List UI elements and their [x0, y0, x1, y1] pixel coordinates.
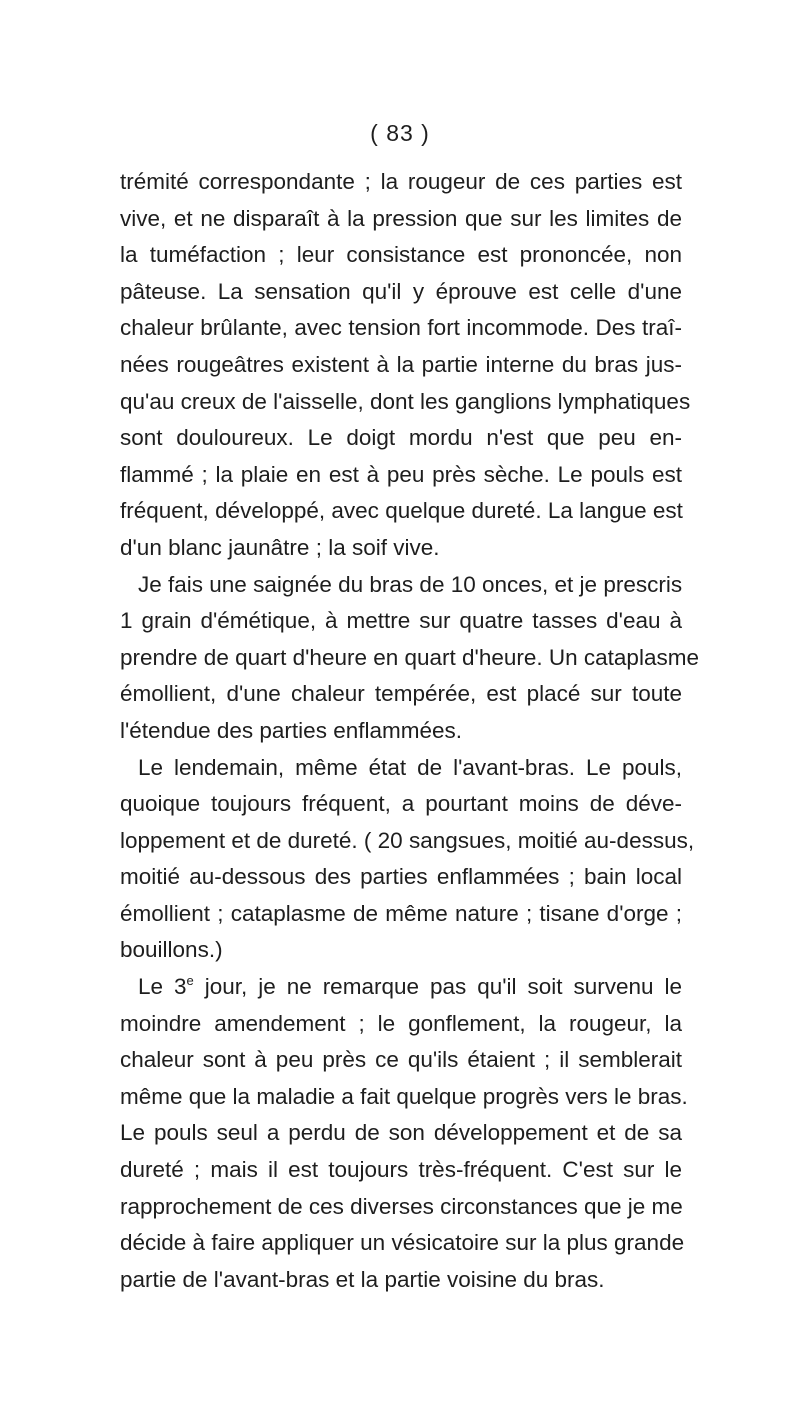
text-line: Le pouls seul a perdu de son développement et de sa	[120, 1120, 682, 1146]
text-fragment: Le 3	[138, 974, 187, 1000]
text-line: partie de l'avant-bras et la partie voisine du bras.	[120, 1266, 605, 1292]
text-line: fréquent, développé, avec quelque dureté. La langue est	[120, 498, 683, 524]
text-line: sont douloureux. Le doigt mordu n'est que peu en-	[120, 425, 682, 451]
text-line: d'un blanc jaunâtre ; la soif vive.	[120, 534, 440, 560]
text-line: la tuméfaction ; leur consistance est prononcée, non	[120, 242, 682, 268]
text-line: trémité correspondante ; la rougeur de ces parties est	[120, 169, 682, 194]
text-fragment: jour, je ne remarque pas qu'il soit survenu le	[193, 974, 682, 1000]
text-line: quoique toujours fréquent, a pourtant moins de déve-	[120, 791, 682, 817]
page-number: ( 83 )	[370, 120, 430, 146]
text-line: émollient ; cataplasme de même nature ; tisane d'orge ;	[120, 900, 682, 926]
text-line: chaleur sont à peu près ce qu'ils étaient ; il semblerait	[120, 1047, 682, 1073]
ordinal-superscript: e	[186, 973, 194, 989]
text-line: Le lendemain, même état de l'avant-bras. Le pouls,	[138, 754, 682, 780]
text-line: même que la maladie a fait quelque progrès vers le bras.	[120, 1083, 688, 1109]
text-line: l'étendue des parties enflammées.	[120, 717, 462, 743]
text-line: moindre amendement ; le gonflement, la rougeur, la	[120, 1010, 682, 1036]
body-text	[120, 164, 699, 1298]
text-line: dureté ; mais il est toujours très-fréquent. C'est sur le	[120, 1157, 682, 1183]
text-line: prendre de quart d'heure en quart d'heure. Un cataplasme	[120, 644, 699, 670]
text-line: qu'au creux de l'aisselle, dont les ganglions lymphatiques	[120, 388, 691, 414]
text-line: moitié au-dessous des parties enflammées ; bain local	[120, 864, 682, 890]
text-line: bouillons.)	[120, 937, 223, 963]
text-line: loppement et de dureté. ( 20 sangsues, moitié au-dessus,	[120, 827, 695, 853]
text-line: 1 grain d'émétique, à mettre sur quatre tasses d'eau à	[120, 608, 682, 634]
text-line: Je fais une saignée du bras de 10 onces, et je prescris	[138, 571, 683, 597]
text-line: décide à faire appliquer un vésicatoire sur la plus grande	[120, 1230, 685, 1256]
text-line: flammé ; la plaie en est à peu près sèche. Le pouls est	[120, 461, 682, 487]
text-line: rapprochement de ces diverses circonstances que je me	[120, 1193, 683, 1219]
text-line	[120, 969, 682, 1006]
text-line: émollient, d'une chaleur tempérée, est placé sur toute	[120, 681, 682, 707]
text-line: vive, et ne disparaît à la pression que sur les limites de	[120, 205, 682, 231]
text-line: pâteuse. La sensation qu'il y éprouve est celle d'une	[120, 278, 682, 304]
text-line: chaleur brûlante, avec tension fort incommode. Des traî-	[120, 315, 682, 341]
text-line: nées rougeâtres existent à la partie interne du bras jus-	[120, 351, 682, 377]
